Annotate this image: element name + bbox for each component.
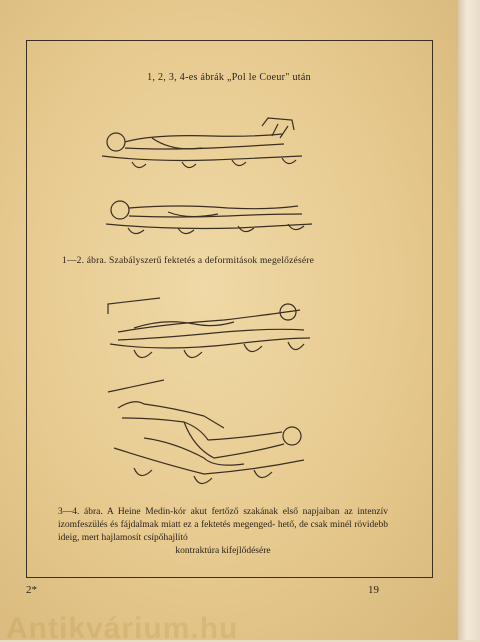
caption-figure-1-2: 1—2. ábra. Szabályszerű fektetés a deformitások megelőzésére (62, 256, 315, 266)
page-number: 19 (368, 584, 379, 596)
caption-top: 1, 2, 3, 4-es ábrák „Pol le Coeur" után (147, 72, 311, 83)
figure-1-illustration (92, 112, 312, 182)
caption-line: kontraktúra kifejlődésére (175, 546, 271, 556)
caption-line: 3—4. ábra. A Heine Medin-kór akut fertőző szakának első napjaiban (58, 507, 340, 517)
background-edge (458, 0, 480, 640)
caption-line: az intenzív izomfeszülés és fájdalmak miatt ez a fektetés megenged- (58, 507, 389, 530)
figure-4-illustration (104, 378, 314, 498)
caption-line: hető, de csak minél rövidebb ideig, mert hajlamosít csípőhajlító (58, 520, 389, 543)
watermark: Antikvárium.hu (6, 612, 239, 642)
page-signature: 2* (26, 584, 37, 596)
figure-2-illustration (98, 190, 318, 245)
figure-3-illustration (104, 294, 314, 374)
caption-figure-3-4 (58, 506, 388, 558)
